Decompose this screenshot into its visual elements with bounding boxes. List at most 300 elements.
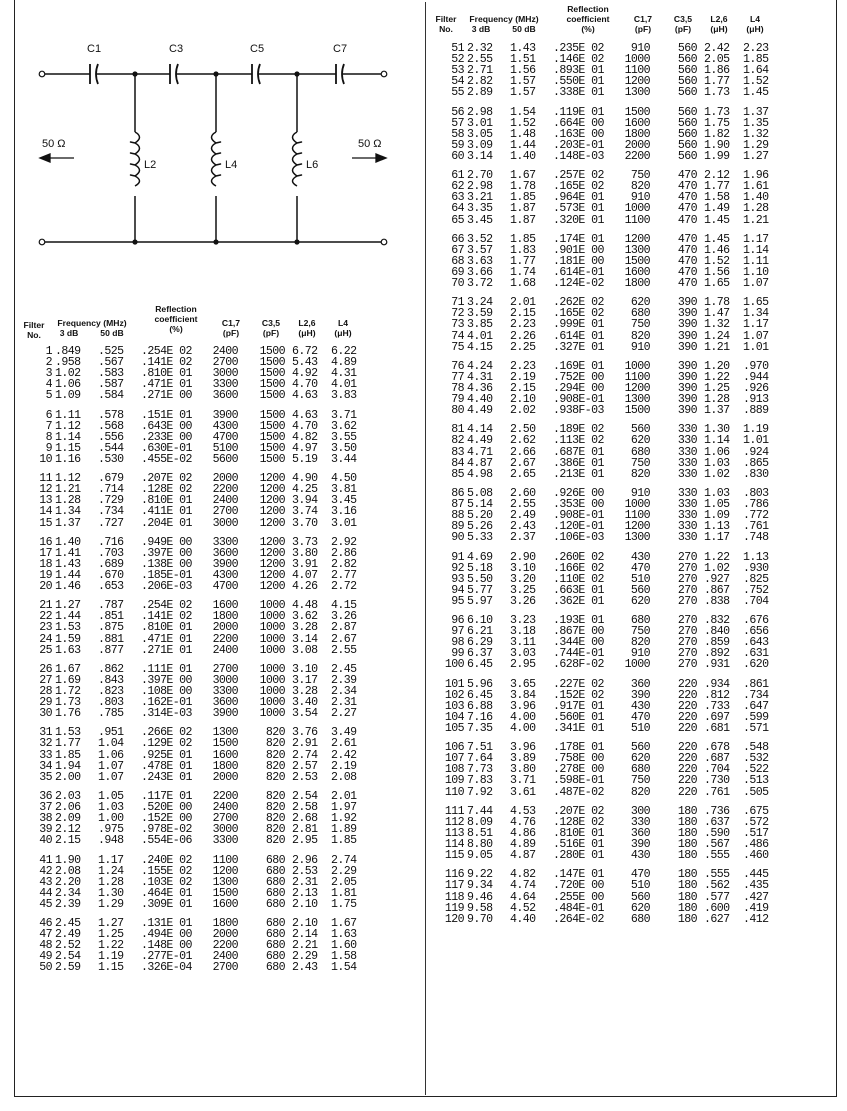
c35-value: 680 xyxy=(265,928,285,942)
filter-no: 14 xyxy=(39,505,52,519)
filter-no: 37 xyxy=(39,801,52,815)
filter-no: 27 xyxy=(39,673,52,687)
capacitor-c5 xyxy=(252,64,260,84)
freq-50db: 2.23 xyxy=(510,318,536,332)
c35-value: 220 xyxy=(677,722,697,735)
l26-value: .600 xyxy=(704,901,730,915)
l26-value: 1.37 xyxy=(704,404,730,418)
l26-value: 1.30 xyxy=(704,423,730,437)
freq-50db: .734 xyxy=(98,505,124,519)
c35-value: 220 xyxy=(677,688,697,702)
l4-value: 1.01 xyxy=(743,340,769,354)
capacitor-c7 xyxy=(336,64,344,84)
l4-value: .572 xyxy=(743,815,769,829)
freq-3db: 1.28 xyxy=(55,494,81,508)
reflection-coef: .117E 01 xyxy=(141,789,192,803)
freq-3db: 5.50 xyxy=(467,572,493,586)
c17-value: 510 xyxy=(630,879,650,893)
filter-no: 69 xyxy=(451,265,464,279)
reflection-coef: .146E 02 xyxy=(553,53,604,67)
freq-3db: 4.98 xyxy=(467,467,493,481)
freq-50db: 1.78 xyxy=(510,180,536,194)
l4-value: 1.21 xyxy=(743,213,769,227)
reflection-coef: .810E 01 xyxy=(141,494,192,508)
freq-50db: 3.18 xyxy=(510,625,536,639)
c17-value: 750 xyxy=(630,774,650,788)
c17-value: 1100 xyxy=(624,509,650,523)
c35-value: 680 xyxy=(265,875,285,889)
filter-no: 85 xyxy=(451,467,464,481)
reflection-coef: .254E 02 xyxy=(141,599,192,613)
c35-value: 680 xyxy=(265,853,285,867)
freq-3db: 1.53 xyxy=(55,726,81,740)
table-row xyxy=(436,331,831,342)
l4-value: 2.39 xyxy=(331,673,357,687)
reflection-coef: .207E 02 xyxy=(553,804,604,818)
l26-value: .681 xyxy=(704,722,730,735)
l26-value: .859 xyxy=(704,636,730,650)
freq-50db: .530 xyxy=(98,452,124,466)
freq-50db: .568 xyxy=(98,419,124,433)
freq-50db: 1.29 xyxy=(98,897,124,911)
l26-value: 3.76 xyxy=(292,726,318,740)
filter-no: 19 xyxy=(39,568,52,582)
freq-3db: 3.57 xyxy=(467,243,493,257)
freq-50db: .583 xyxy=(98,367,124,381)
freq-3db: 7.51 xyxy=(467,741,493,755)
reflection-coef: .174E 01 xyxy=(553,232,604,246)
l26-value: 1.75 xyxy=(704,116,730,130)
filter-no: 65 xyxy=(451,213,464,227)
c17-value: 360 xyxy=(630,677,650,691)
filter-no: 114 xyxy=(444,838,464,852)
freq-50db: 1.83 xyxy=(510,243,536,257)
c17-value: 1200 xyxy=(624,75,650,89)
freq-50db: .787 xyxy=(98,599,124,613)
freq-3db: 3.59 xyxy=(467,307,493,321)
reflection-coef: .106E-03 xyxy=(553,531,604,545)
freq-3db: 3.45 xyxy=(467,213,493,227)
freq-50db: 1.06 xyxy=(98,748,124,762)
reflection-coef: .484E-01 xyxy=(553,901,604,915)
filter-no: 16 xyxy=(39,535,52,549)
c35-value: 560 xyxy=(677,116,697,130)
freq-3db: 2.98 xyxy=(467,105,493,119)
freq-3db: 1.21 xyxy=(55,483,81,497)
l26-value: 2.53 xyxy=(292,864,318,878)
freq-3db: 1.37 xyxy=(55,516,81,530)
c35-value: 180 xyxy=(677,868,697,882)
freq-50db: 4.40 xyxy=(510,912,536,926)
freq-50db: 1.68 xyxy=(510,277,536,291)
l26-value: 1.32 xyxy=(704,318,730,332)
c35-value: 1500 xyxy=(259,367,285,381)
c35-value: 820 xyxy=(265,726,285,740)
c17-value: 4300 xyxy=(212,419,238,433)
c35-value: 390 xyxy=(677,296,697,310)
reflection-coef: .294E 00 xyxy=(553,382,604,395)
reflection-coef: .560E 01 xyxy=(553,710,604,724)
l4-value: .532 xyxy=(743,752,769,766)
table-row xyxy=(24,835,419,846)
filter-no: 68 xyxy=(451,254,464,268)
c35-value: 220 xyxy=(677,785,697,799)
reflection-coef: .260E 02 xyxy=(553,550,604,564)
c17-value: 750 xyxy=(630,318,650,332)
l4-value: .513 xyxy=(743,774,769,788)
filter-no: 7 xyxy=(45,419,52,433)
freq-3db: 8.51 xyxy=(467,826,493,840)
l26-value: 2.12 xyxy=(704,169,730,183)
freq-3db: 1.73 xyxy=(55,696,81,710)
c35-value: 390 xyxy=(677,404,697,418)
l4-value: 1.85 xyxy=(331,834,357,848)
c17-value: 2000 xyxy=(212,928,238,942)
freq-50db: 2.65 xyxy=(510,467,536,481)
c35-value: 220 xyxy=(677,741,697,755)
table-row xyxy=(24,518,419,529)
reflection-coef: .362E 01 xyxy=(553,594,604,608)
filter-no: 28 xyxy=(39,685,52,698)
c35-value: 180 xyxy=(677,838,697,852)
c35-value: 390 xyxy=(677,370,697,384)
c35-value: 1000 xyxy=(259,685,285,698)
filter-no: 117 xyxy=(444,879,464,893)
reflection-coef: .152E 00 xyxy=(141,812,192,826)
l4-value: 2.87 xyxy=(331,621,357,635)
freq-3db: 1.16 xyxy=(55,452,81,466)
c35-value: 1500 xyxy=(259,452,285,466)
reflection-coef: .124E-02 xyxy=(553,277,604,291)
freq-50db: 2.62 xyxy=(510,434,536,448)
table-row xyxy=(24,506,419,517)
freq-3db: 7.16 xyxy=(467,710,493,724)
filter-no: 120 xyxy=(444,912,464,926)
c35-value: 470 xyxy=(677,265,697,279)
c35-value: 470 xyxy=(677,180,697,194)
c17-value: 820 xyxy=(630,785,650,799)
l26-value: 2.74 xyxy=(292,748,318,762)
l4-value: 1.14 xyxy=(743,243,769,257)
reflection-coef: .131E 01 xyxy=(141,917,192,931)
c35-value: 1000 xyxy=(259,707,285,721)
l4-value: .944 xyxy=(743,370,769,384)
c17-value: 620 xyxy=(630,296,650,310)
c35-value: 1500 xyxy=(259,389,285,403)
freq-3db: 4.24 xyxy=(467,359,493,373)
reflection-coef: .165E 02 xyxy=(553,307,604,321)
l26-value: 3.14 xyxy=(292,632,318,646)
capacitor-c1 xyxy=(90,64,98,84)
filter-no: 15 xyxy=(39,516,52,530)
freq-50db: 1.15 xyxy=(98,961,124,975)
c35-value: 470 xyxy=(677,202,697,216)
l4-value: .772 xyxy=(743,509,769,523)
l26-value: 3.17 xyxy=(292,673,318,687)
l4-value: 3.49 xyxy=(331,726,357,740)
c17-value: 1200 xyxy=(624,232,650,246)
freq-3db: 1.46 xyxy=(55,580,81,594)
c17-value: 1000 xyxy=(624,498,650,512)
c35-value: 180 xyxy=(677,826,697,840)
c17-value: 2400 xyxy=(212,494,238,508)
reflection-coef: .516E 01 xyxy=(553,838,604,852)
l4-value: 1.10 xyxy=(743,265,769,279)
freq-50db: 4.52 xyxy=(510,901,536,915)
c17-value: 1200 xyxy=(624,520,650,534)
filter-no: 32 xyxy=(39,737,52,751)
freq-3db: 4.69 xyxy=(467,550,493,564)
filter-table-right xyxy=(436,4,831,933)
l4-value: 1.64 xyxy=(743,64,769,78)
filter-no: 30 xyxy=(39,707,52,721)
c17-value: 910 xyxy=(630,647,650,661)
c35-value: 390 xyxy=(677,307,697,321)
reflection-coef: .113E 02 xyxy=(553,434,604,448)
filter-no: 66 xyxy=(451,232,464,246)
filter-no: 49 xyxy=(39,950,52,964)
l4-value: 1.85 xyxy=(743,53,769,67)
c17-value: 680 xyxy=(630,763,650,777)
l26-value: 3.62 xyxy=(292,610,318,624)
reflection-coef: .204E 01 xyxy=(141,516,192,530)
freq-3db: 6.45 xyxy=(467,658,493,672)
freq-50db: 3.03 xyxy=(510,647,536,661)
l26-value: 1.03 xyxy=(704,486,730,500)
l4-value: .803 xyxy=(743,486,769,500)
filter-no: 40 xyxy=(39,834,52,848)
freq-3db: 3.21 xyxy=(467,191,493,205)
c35-value: 270 xyxy=(677,583,697,597)
l4-value: .748 xyxy=(743,531,769,545)
c35-value: 220 xyxy=(677,752,697,766)
l26-value: 2.21 xyxy=(292,939,318,953)
l26-value: .627 xyxy=(704,912,730,926)
freq-50db: 1.85 xyxy=(510,191,536,205)
reflection-coef: .554E-06 xyxy=(141,834,192,848)
filter-no: 46 xyxy=(39,917,52,931)
c35-value: 180 xyxy=(677,804,697,818)
c17-value: 1300 xyxy=(624,243,650,257)
c17-value: 390 xyxy=(630,688,650,702)
l4-value: 2.74 xyxy=(331,853,357,867)
freq-3db: 2.59 xyxy=(55,961,81,975)
reflection-coef: .151E 01 xyxy=(141,408,192,422)
freq-50db: 1.25 xyxy=(98,928,124,942)
c17-value: 3000 xyxy=(212,823,238,837)
filter-no: 56 xyxy=(451,105,464,119)
freq-3db: 1.40 xyxy=(55,535,81,549)
freq-3db: 2.32 xyxy=(467,42,493,55)
l4-value: .412 xyxy=(743,912,769,926)
reflection-coef: .643E 00 xyxy=(141,419,192,433)
l4-value: .656 xyxy=(743,625,769,639)
l4-value: 1.96 xyxy=(743,169,769,183)
freq-50db: .556 xyxy=(98,430,124,444)
l26-value: 5.43 xyxy=(292,356,318,370)
l26-value: 1.05 xyxy=(704,498,730,512)
freq-3db: 2.06 xyxy=(55,801,81,815)
c35-value: 330 xyxy=(677,423,697,437)
reflection-coef: .169E 01 xyxy=(553,359,604,373)
c35-value: 470 xyxy=(677,254,697,268)
row-group xyxy=(24,410,419,465)
reflection-coef: .810E 01 xyxy=(553,826,604,840)
freq-50db: .578 xyxy=(98,408,124,422)
l26-value: 1.21 xyxy=(704,340,730,354)
filter-no: 26 xyxy=(39,662,52,676)
l26-value: 1.78 xyxy=(704,296,730,310)
label-l6: L6 xyxy=(306,159,319,171)
reflection-coef: .309E 01 xyxy=(141,897,192,911)
reflection-coef: .327E 01 xyxy=(553,340,604,354)
c17-value: 750 xyxy=(630,169,650,183)
freq-50db: .785 xyxy=(98,707,124,721)
l4-value: .676 xyxy=(743,614,769,628)
l4-value: .571 xyxy=(743,722,769,735)
freq-3db: 3.05 xyxy=(467,127,493,141)
l26-value: 2.31 xyxy=(292,875,318,889)
filter-no: 33 xyxy=(39,748,52,762)
c17-value: 3900 xyxy=(212,707,238,721)
l4-value: .675 xyxy=(743,804,769,818)
l26-value: 3.80 xyxy=(292,546,318,560)
l26-value: .761 xyxy=(704,785,730,799)
freq-3db: 1.44 xyxy=(55,610,81,624)
freq-50db: 4.87 xyxy=(510,849,536,863)
reflection-coef: .949E 00 xyxy=(141,535,192,549)
freq-3db: 2.00 xyxy=(55,770,81,784)
freq-50db: .525 xyxy=(98,345,124,358)
l4-value: .704 xyxy=(743,594,769,608)
c17-value: 2400 xyxy=(212,643,238,657)
l26-value: 4.25 xyxy=(292,483,318,497)
c17-value: 910 xyxy=(630,191,650,205)
freq-50db: 3.11 xyxy=(510,636,536,650)
freq-3db: 2.12 xyxy=(55,823,81,837)
c17-value: 1800 xyxy=(212,759,238,773)
filter-no: 29 xyxy=(39,696,52,710)
freq-3db: 5.08 xyxy=(467,486,493,500)
freq-3db: 2.70 xyxy=(467,169,493,183)
freq-3db: 7.92 xyxy=(467,785,493,799)
c17-value: 2200 xyxy=(212,483,238,497)
table-row xyxy=(24,390,419,401)
l26-value: 1.58 xyxy=(704,191,730,205)
filter-no: 17 xyxy=(39,546,52,560)
filter-no: 42 xyxy=(39,864,52,878)
c35-value: 560 xyxy=(677,64,697,78)
filter-no: 9 xyxy=(45,441,52,455)
l4-value: 4.01 xyxy=(331,378,357,392)
l26-value: 4.90 xyxy=(292,472,318,486)
filter-no: 81 xyxy=(451,423,464,437)
filter-no: 12 xyxy=(39,483,52,497)
c35-value: 470 xyxy=(677,243,697,257)
filter-no: 38 xyxy=(39,812,52,826)
c17-value: 470 xyxy=(630,710,650,724)
freq-50db: 2.10 xyxy=(510,393,536,407)
label-l2: L2 xyxy=(144,159,157,171)
c17-value: 2000 xyxy=(624,138,650,152)
freq-3db: 3.01 xyxy=(467,116,493,130)
freq-3db: 5.96 xyxy=(467,677,493,691)
filter-no: 93 xyxy=(451,572,464,586)
c17-value: 680 xyxy=(630,307,650,321)
c35-value: 820 xyxy=(265,801,285,815)
freq-50db: .843 xyxy=(98,673,124,687)
filter-no: 102 xyxy=(444,688,464,702)
reflection-coef: .917E 01 xyxy=(553,699,604,713)
reflection-coef: .664E 00 xyxy=(553,116,604,130)
freq-3db: 2.52 xyxy=(55,939,81,953)
l4-value: 3.71 xyxy=(331,408,357,422)
l26-value: 1.20 xyxy=(704,359,730,373)
l4-value: 3.01 xyxy=(331,516,357,530)
c17-value: 470 xyxy=(630,561,650,575)
row-group xyxy=(436,107,831,162)
filter-no: 96 xyxy=(451,614,464,628)
l4-value: .435 xyxy=(743,879,769,893)
l4-value: 3.81 xyxy=(331,483,357,497)
table-row xyxy=(436,319,831,330)
reflection-coef: .908E-01 xyxy=(553,393,604,407)
table-row xyxy=(436,880,831,891)
freq-50db: 3.61 xyxy=(510,785,536,799)
l4-value: 1.63 xyxy=(331,928,357,942)
l26-value: .687 xyxy=(704,752,730,766)
c35-value: 820 xyxy=(265,834,285,848)
freq-50db: 1.57 xyxy=(510,75,536,89)
c35-value: 680 xyxy=(265,961,285,975)
l26-value: .931 xyxy=(704,658,730,672)
c17-value: 1100 xyxy=(624,213,650,227)
freq-50db: 1.07 xyxy=(98,759,124,773)
filter-no: 113 xyxy=(444,826,464,840)
table-row xyxy=(436,215,831,226)
c35-value: 1200 xyxy=(259,472,285,486)
reflection-coef: .178E 01 xyxy=(553,741,604,755)
table-row xyxy=(436,552,831,563)
reflection-coef: .257E 02 xyxy=(553,169,604,183)
reflection-coef: .193E 01 xyxy=(553,614,604,628)
filter-no: 119 xyxy=(444,901,464,915)
l4-value: 4.50 xyxy=(331,472,357,486)
freq-3db: 6.21 xyxy=(467,625,493,639)
c35-value: 820 xyxy=(265,748,285,762)
filter-no: 110 xyxy=(444,785,464,799)
l4-value: .643 xyxy=(743,636,769,650)
freq-50db: 1.51 xyxy=(510,53,536,67)
l26-value: 1.45 xyxy=(704,232,730,246)
table-row xyxy=(24,899,419,910)
filter-no: 10 xyxy=(39,452,52,466)
reflection-coef: .128E 02 xyxy=(141,483,192,497)
l4-value: 3.55 xyxy=(331,430,357,444)
reflection-coef: .266E 02 xyxy=(141,726,192,740)
freq-50db: .948 xyxy=(98,834,124,848)
freq-50db: 1.87 xyxy=(510,202,536,216)
c17-value: 300 xyxy=(630,804,650,818)
freq-50db: 4.76 xyxy=(510,815,536,829)
reflection-coef: .148E 00 xyxy=(141,939,192,953)
freq-3db: 5.26 xyxy=(467,520,493,534)
c17-value: 470 xyxy=(630,868,650,882)
freq-50db: 1.17 xyxy=(98,853,124,867)
filter-no: 107 xyxy=(444,752,464,766)
reflection-coef: .550E 01 xyxy=(553,75,604,89)
l4-value: 1.92 xyxy=(331,812,357,826)
